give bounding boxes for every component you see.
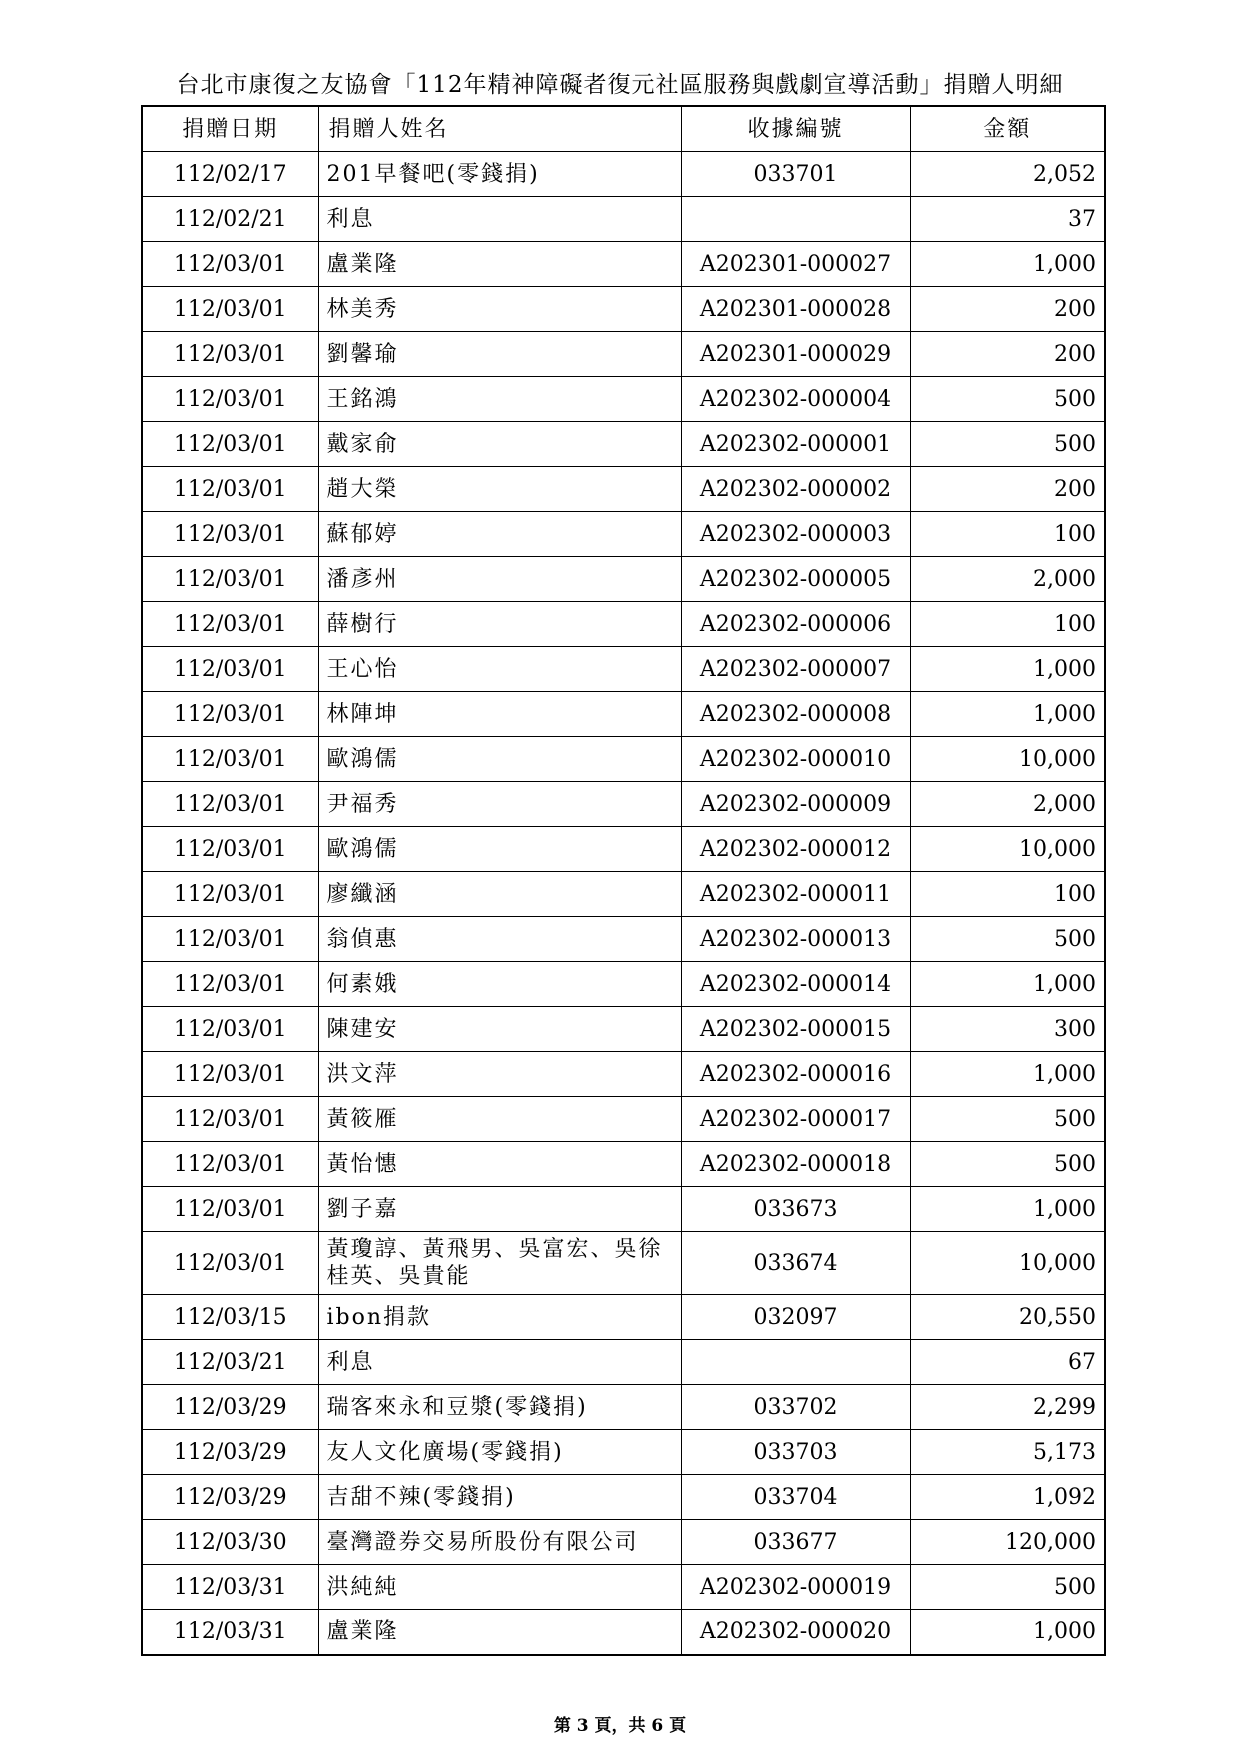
cell-receipt-number: A202302-000013 bbox=[681, 917, 910, 962]
cell-date: 112/03/01 bbox=[142, 242, 318, 287]
cell-date: 112/03/31 bbox=[142, 1610, 318, 1655]
cell-donor-name: 利息 bbox=[318, 1340, 681, 1385]
cell-receipt-number bbox=[681, 1340, 910, 1385]
cell-date: 112/03/01 bbox=[142, 1187, 318, 1232]
cell-receipt-number: A202302-000001 bbox=[681, 422, 910, 467]
cell-receipt-number: A202302-000011 bbox=[681, 872, 910, 917]
cell-receipt-number: A202301-000029 bbox=[681, 332, 910, 377]
cell-date: 112/03/01 bbox=[142, 647, 318, 692]
cell-date: 112/02/21 bbox=[142, 197, 318, 242]
cell-date: 112/03/01 bbox=[142, 737, 318, 782]
cell-amount: 2,299 bbox=[910, 1385, 1105, 1430]
cell-donor-name: 廖纖涵 bbox=[318, 872, 681, 917]
table-row bbox=[142, 782, 1105, 827]
cell-donor-name: 林陣坤 bbox=[318, 692, 681, 737]
cell-date: 112/03/01 bbox=[142, 917, 318, 962]
cell-donor-name: 林美秀 bbox=[318, 287, 681, 332]
cell-receipt-number: 033701 bbox=[681, 152, 910, 197]
cell-receipt-number: A202302-000017 bbox=[681, 1097, 910, 1142]
cell-receipt-number: A202302-000018 bbox=[681, 1142, 910, 1187]
cell-date: 112/03/01 bbox=[142, 377, 318, 422]
cell-receipt-number: 033677 bbox=[681, 1520, 910, 1565]
cell-receipt-number: 033674 bbox=[681, 1232, 910, 1295]
cell-receipt-number: A202302-000016 bbox=[681, 1052, 910, 1097]
cell-donor-name: 歐鴻儒 bbox=[318, 737, 681, 782]
cell-date: 112/03/01 bbox=[142, 287, 318, 332]
cell-receipt-number: A202302-000004 bbox=[681, 377, 910, 422]
header-amount: 金額 bbox=[910, 106, 1105, 152]
table-row bbox=[142, 692, 1105, 737]
table-row bbox=[142, 1295, 1105, 1340]
cell-amount: 500 bbox=[910, 1097, 1105, 1142]
cell-date: 112/03/01 bbox=[142, 422, 318, 467]
cell-amount: 1,000 bbox=[910, 1052, 1105, 1097]
cell-date: 112/03/21 bbox=[142, 1340, 318, 1385]
cell-date: 112/03/01 bbox=[142, 962, 318, 1007]
cell-donor-name: 利息 bbox=[318, 197, 681, 242]
cell-receipt-number: 033702 bbox=[681, 1385, 910, 1430]
cell-receipt-number: A202302-000002 bbox=[681, 467, 910, 512]
cell-receipt-number: A202302-000009 bbox=[681, 782, 910, 827]
cell-donor-name: 陳建安 bbox=[318, 1007, 681, 1052]
cell-date: 112/03/01 bbox=[142, 1007, 318, 1052]
cell-donor-name: 201早餐吧(零錢捐) bbox=[318, 152, 681, 197]
table-row bbox=[142, 962, 1105, 1007]
cell-amount: 10,000 bbox=[910, 827, 1105, 872]
table-row bbox=[142, 647, 1105, 692]
cell-date: 112/03/01 bbox=[142, 467, 318, 512]
cell-amount: 1,000 bbox=[910, 1187, 1105, 1232]
table-row bbox=[142, 287, 1105, 332]
cell-date: 112/02/17 bbox=[142, 152, 318, 197]
cell-date: 112/03/01 bbox=[142, 1142, 318, 1187]
table-row bbox=[142, 917, 1105, 962]
table-row bbox=[142, 1097, 1105, 1142]
cell-receipt-number: 033673 bbox=[681, 1187, 910, 1232]
cell-receipt-number: A202302-000005 bbox=[681, 557, 910, 602]
cell-amount: 1,092 bbox=[910, 1475, 1105, 1520]
cell-donor-name: 友人文化廣場(零錢捐) bbox=[318, 1430, 681, 1475]
cell-amount: 500 bbox=[910, 917, 1105, 962]
cell-amount: 37 bbox=[910, 197, 1105, 242]
cell-date: 112/03/31 bbox=[142, 1565, 318, 1610]
table-row bbox=[142, 1007, 1105, 1052]
cell-donor-name: 潘彥州 bbox=[318, 557, 681, 602]
document-title: 台北市康復之友協會「112年精神障礙者復元社區服務與戲劇宣導活動」捐贈人明細 bbox=[176, 72, 1064, 98]
table-row bbox=[142, 1430, 1105, 1475]
cell-date: 112/03/29 bbox=[142, 1385, 318, 1430]
table-row bbox=[142, 557, 1105, 602]
cell-date: 112/03/29 bbox=[142, 1475, 318, 1520]
cell-receipt-number: 033704 bbox=[681, 1475, 910, 1520]
cell-date: 112/03/01 bbox=[142, 512, 318, 557]
cell-amount: 1,000 bbox=[910, 647, 1105, 692]
cell-donor-name: 劉馨瑜 bbox=[318, 332, 681, 377]
cell-receipt-number: A202302-000010 bbox=[681, 737, 910, 782]
cell-donor-name: 瑞客來永和豆漿(零錢捐) bbox=[318, 1385, 681, 1430]
table-row bbox=[142, 512, 1105, 557]
cell-donor-name: 吉甜不辣(零錢捐) bbox=[318, 1475, 681, 1520]
cell-date: 112/03/01 bbox=[142, 692, 318, 737]
table-row bbox=[142, 1187, 1105, 1232]
table-row bbox=[142, 737, 1105, 782]
cell-date: 112/03/01 bbox=[142, 827, 318, 872]
cell-donor-name: 劉子嘉 bbox=[318, 1187, 681, 1232]
cell-donor-name: 王銘鴻 bbox=[318, 377, 681, 422]
cell-amount: 1,000 bbox=[910, 1610, 1105, 1655]
cell-amount: 100 bbox=[910, 872, 1105, 917]
cell-date: 112/03/01 bbox=[142, 872, 318, 917]
cell-receipt-number: A202302-000006 bbox=[681, 602, 910, 647]
cell-amount: 300 bbox=[910, 1007, 1105, 1052]
cell-amount: 67 bbox=[910, 1340, 1105, 1385]
cell-donor-name: 王心怡 bbox=[318, 647, 681, 692]
cell-receipt-number: A202302-000003 bbox=[681, 512, 910, 557]
cell-amount: 5,173 bbox=[910, 1430, 1105, 1475]
cell-donor-name: 洪純純 bbox=[318, 1565, 681, 1610]
donor-table bbox=[141, 105, 1106, 1656]
cell-date: 112/03/01 bbox=[142, 1052, 318, 1097]
table-row bbox=[142, 197, 1105, 242]
table-row bbox=[142, 422, 1105, 467]
cell-amount: 2,000 bbox=[910, 782, 1105, 827]
cell-amount: 500 bbox=[910, 422, 1105, 467]
cell-amount: 100 bbox=[910, 512, 1105, 557]
cell-donor-name: 何素娥 bbox=[318, 962, 681, 1007]
cell-receipt-number: A202302-000014 bbox=[681, 962, 910, 1007]
header-receipt-number: 收據編號 bbox=[681, 106, 910, 152]
cell-receipt-number: A202302-000012 bbox=[681, 827, 910, 872]
header-donor-name: 捐贈人姓名 bbox=[318, 106, 681, 152]
cell-date: 112/03/29 bbox=[142, 1430, 318, 1475]
cell-amount: 120,000 bbox=[910, 1520, 1105, 1565]
cell-receipt-number: A202301-000027 bbox=[681, 242, 910, 287]
cell-amount: 1,000 bbox=[910, 242, 1105, 287]
cell-amount: 200 bbox=[910, 467, 1105, 512]
cell-date: 112/03/01 bbox=[142, 557, 318, 602]
cell-receipt-number: A202302-000019 bbox=[681, 1565, 910, 1610]
cell-amount: 500 bbox=[910, 1565, 1105, 1610]
table-row bbox=[142, 1520, 1105, 1565]
cell-amount: 10,000 bbox=[910, 1232, 1105, 1295]
cell-donor-name: 黃瓊諄、黃飛男、吳富宏、吳徐桂英、吳貴能 bbox=[318, 1232, 681, 1295]
cell-receipt-number: 033703 bbox=[681, 1430, 910, 1475]
table-row bbox=[142, 1142, 1105, 1187]
cell-date: 112/03/01 bbox=[142, 1232, 318, 1295]
table-row bbox=[142, 242, 1105, 287]
header-date: 捐贈日期 bbox=[142, 106, 318, 152]
table-header-row bbox=[142, 106, 1105, 152]
cell-receipt-number: A202302-000008 bbox=[681, 692, 910, 737]
cell-receipt-number: A202302-000007 bbox=[681, 647, 910, 692]
table-row bbox=[142, 1052, 1105, 1097]
cell-date: 112/03/30 bbox=[142, 1520, 318, 1565]
table-row bbox=[142, 1340, 1105, 1385]
table-body bbox=[142, 152, 1105, 1655]
cell-donor-name: 洪文萍 bbox=[318, 1052, 681, 1097]
table-row bbox=[142, 872, 1105, 917]
table-row bbox=[142, 152, 1105, 197]
cell-receipt-number: A202302-000015 bbox=[681, 1007, 910, 1052]
cell-amount: 500 bbox=[910, 377, 1105, 422]
cell-donor-name: 臺灣證券交易所股份有限公司 bbox=[318, 1520, 681, 1565]
cell-amount: 10,000 bbox=[910, 737, 1105, 782]
table-row bbox=[142, 1610, 1105, 1655]
table-row bbox=[142, 377, 1105, 422]
cell-donor-name: 盧業隆 bbox=[318, 242, 681, 287]
cell-donor-name: 歐鴻儒 bbox=[318, 827, 681, 872]
cell-amount: 2,000 bbox=[910, 557, 1105, 602]
cell-donor-name: 黃怡憓 bbox=[318, 1142, 681, 1187]
cell-donor-name: 尹福秀 bbox=[318, 782, 681, 827]
cell-amount: 200 bbox=[910, 287, 1105, 332]
cell-receipt-number: 032097 bbox=[681, 1295, 910, 1340]
cell-date: 112/03/01 bbox=[142, 782, 318, 827]
cell-donor-name: 蘇郁婷 bbox=[318, 512, 681, 557]
cell-amount: 20,550 bbox=[910, 1295, 1105, 1340]
cell-date: 112/03/01 bbox=[142, 602, 318, 647]
cell-amount: 1,000 bbox=[910, 692, 1105, 737]
cell-amount: 200 bbox=[910, 332, 1105, 377]
cell-receipt-number: A202301-000028 bbox=[681, 287, 910, 332]
cell-donor-name: 薛樹行 bbox=[318, 602, 681, 647]
cell-date: 112/03/01 bbox=[142, 332, 318, 377]
cell-amount: 100 bbox=[910, 602, 1105, 647]
table-row bbox=[142, 1232, 1105, 1295]
cell-donor-name: ibon捐款 bbox=[318, 1295, 681, 1340]
cell-receipt-number bbox=[681, 197, 910, 242]
cell-donor-name: 趙大榮 bbox=[318, 467, 681, 512]
cell-amount: 500 bbox=[910, 1142, 1105, 1187]
cell-donor-name: 盧業隆 bbox=[318, 1610, 681, 1655]
table-row bbox=[142, 1385, 1105, 1430]
table-row bbox=[142, 1565, 1105, 1610]
cell-amount: 1,000 bbox=[910, 962, 1105, 1007]
cell-donor-name: 翁偵惠 bbox=[318, 917, 681, 962]
table-row bbox=[142, 332, 1105, 377]
table-row bbox=[142, 602, 1105, 647]
cell-receipt-number: A202302-000020 bbox=[681, 1610, 910, 1655]
cell-date: 112/03/15 bbox=[142, 1295, 318, 1340]
table-row bbox=[142, 827, 1105, 872]
table-row bbox=[142, 467, 1105, 512]
cell-donor-name: 黃筱雁 bbox=[318, 1097, 681, 1142]
cell-date: 112/03/01 bbox=[142, 1097, 318, 1142]
cell-donor-name: 戴家俞 bbox=[318, 422, 681, 467]
cell-amount: 2,052 bbox=[910, 152, 1105, 197]
table-row bbox=[142, 1475, 1105, 1520]
page-number: 第 3 頁，共 6 頁 bbox=[553, 1716, 687, 1736]
